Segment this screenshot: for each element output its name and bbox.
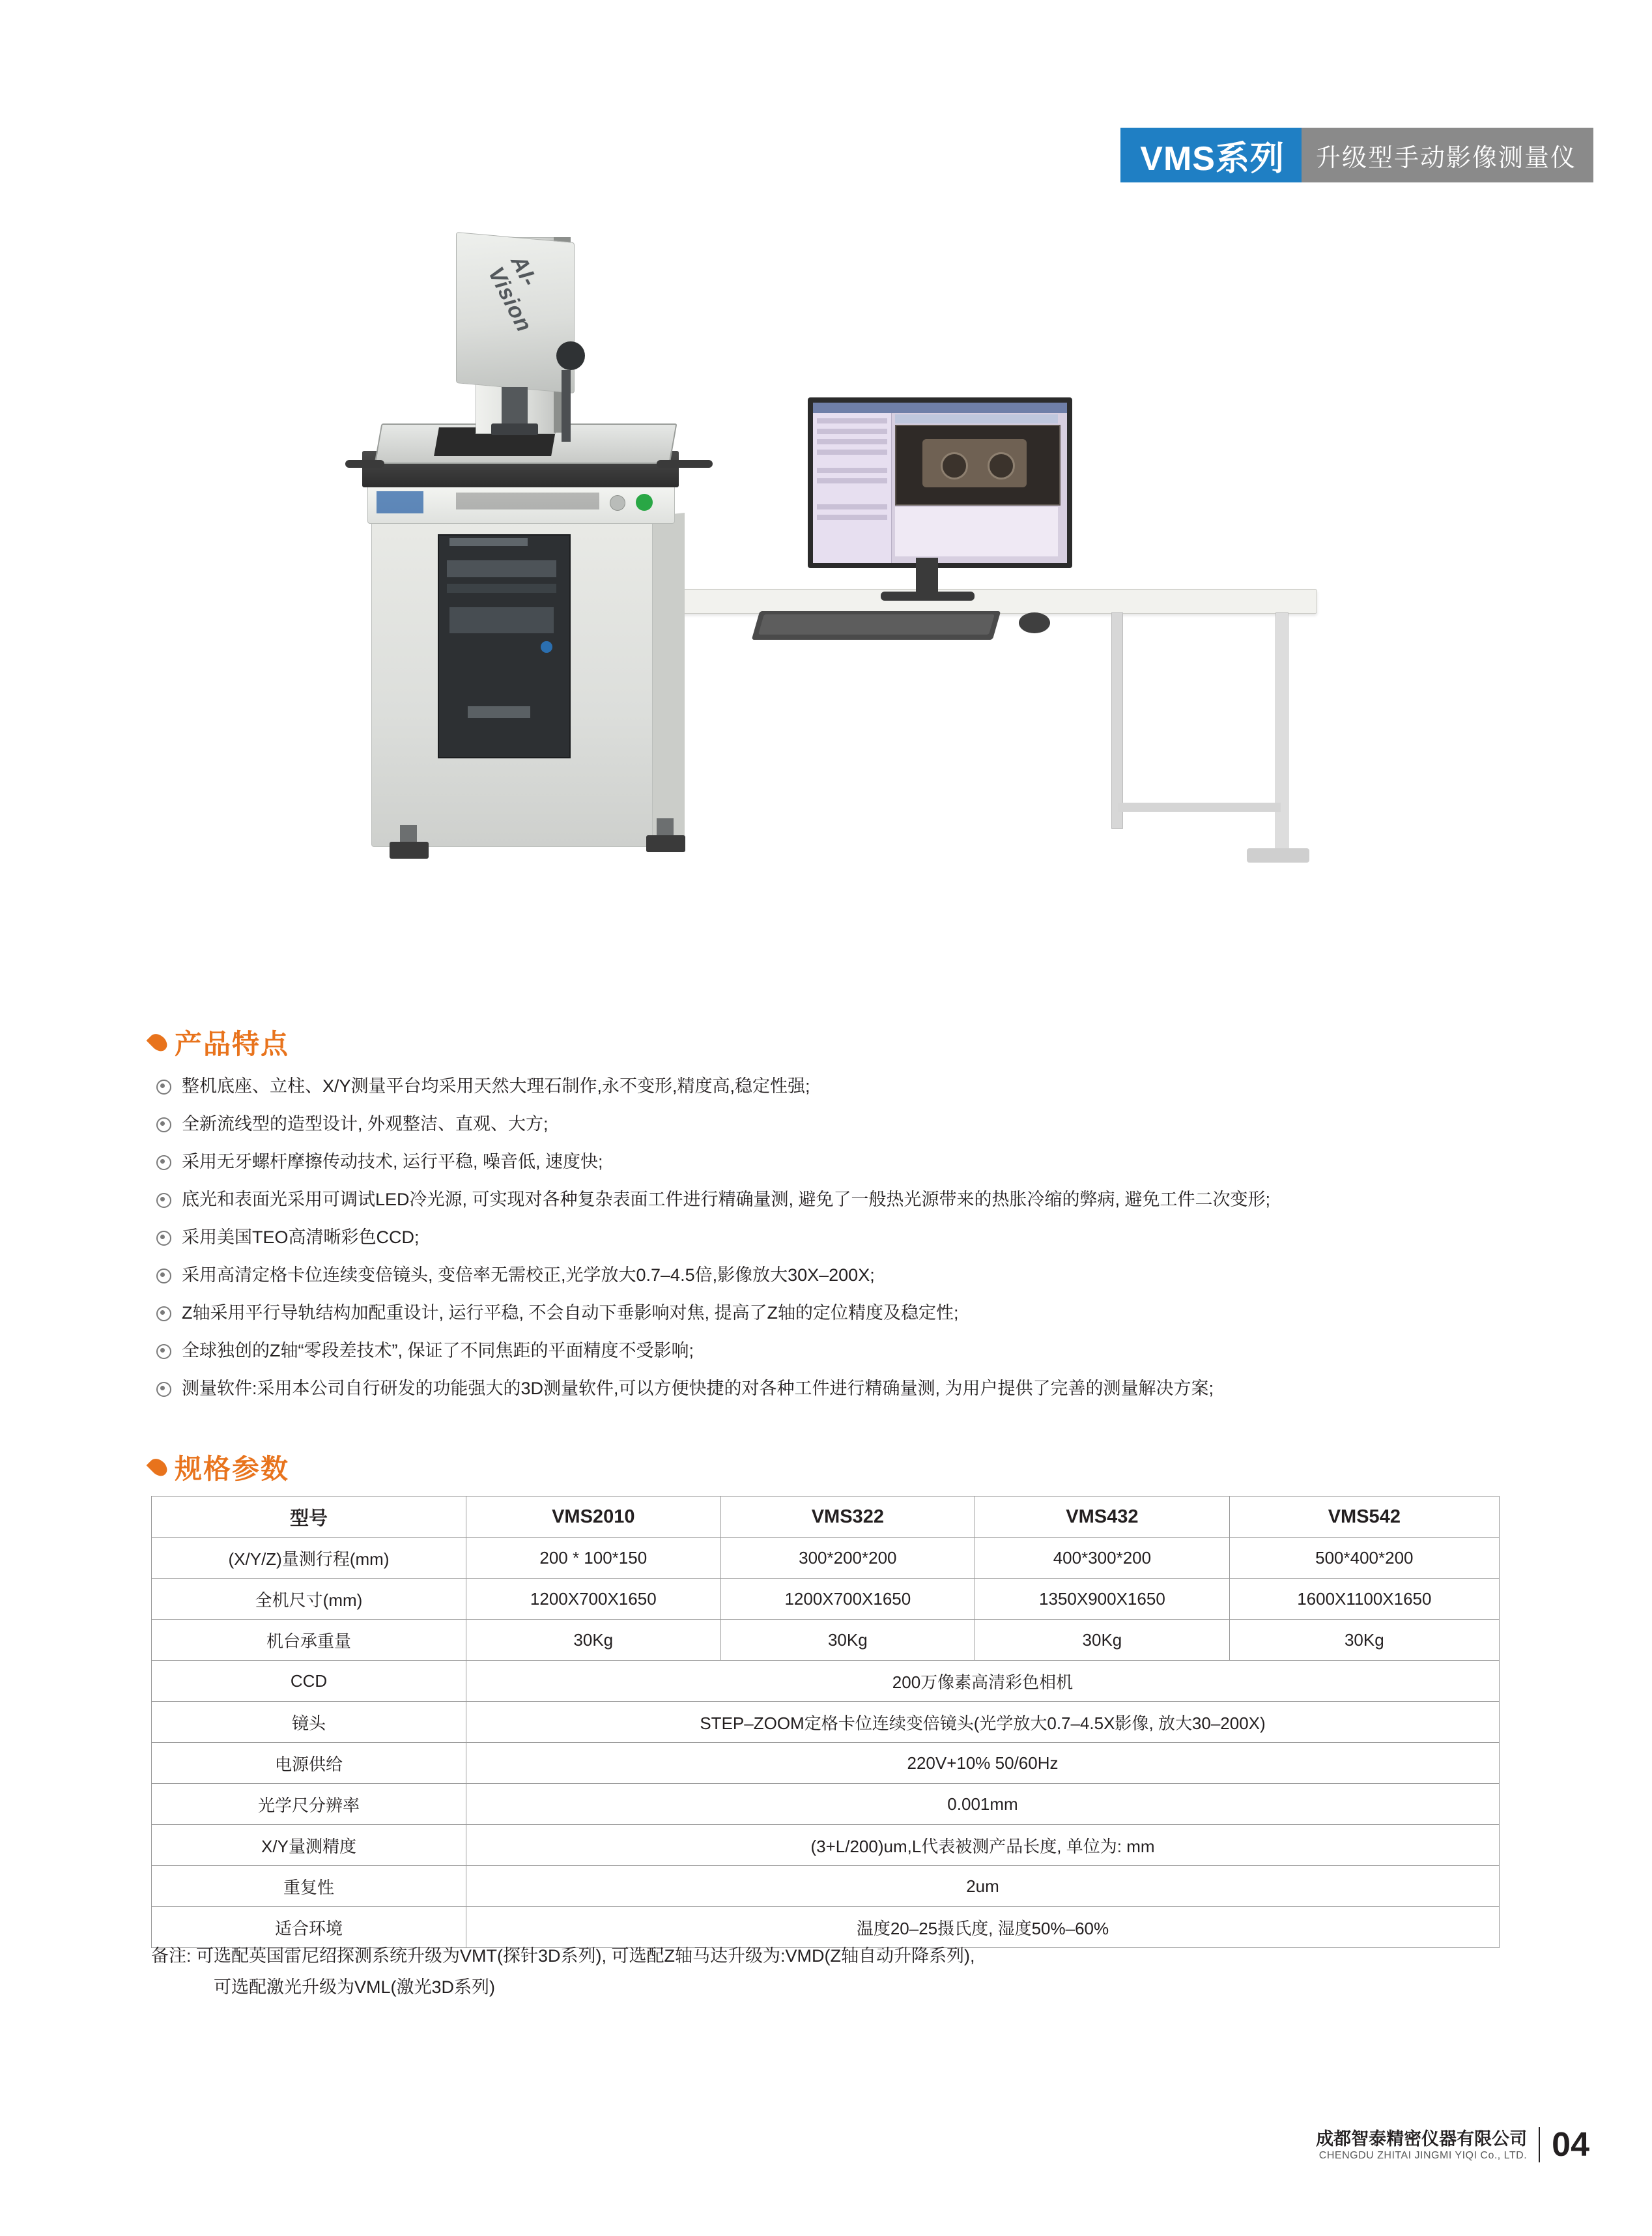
row-cell: 200 * 100*150 <box>466 1538 721 1579</box>
specs-title: 规格参数 <box>175 1454 290 1484</box>
list-item <box>156 1218 1537 1256</box>
list-item <box>156 1294 1537 1332</box>
table-row <box>152 1784 1500 1825</box>
desk-foot <box>1247 848 1309 863</box>
row-cell: 1200X700X1650 <box>466 1579 721 1620</box>
row-cell: 300*200*200 <box>720 1538 975 1579</box>
software-sidebar <box>813 413 892 563</box>
software-results-panel <box>895 507 1058 556</box>
machine-logo: AI-Vision <box>483 251 543 337</box>
list-item <box>156 1256 1537 1294</box>
column-header-model-label: 型号 <box>152 1497 466 1538</box>
specifications-table <box>151 1496 1500 1948</box>
list-item <box>156 1105 1537 1143</box>
sidebar-row <box>817 439 887 444</box>
keyboard-keys <box>758 614 995 635</box>
list-item <box>156 1332 1537 1369</box>
feature-text: 全新流线型的造型设计, 外观整洁、直观、大方; <box>182 1114 548 1134</box>
row-cell: 30Kg <box>1229 1620 1499 1661</box>
mouse[interactable] <box>1019 612 1050 633</box>
z-axis-rail <box>562 370 571 442</box>
sidebar-row <box>817 515 887 520</box>
sidebar-row <box>817 504 887 509</box>
company-name-cn: 成都智泰精密仪器有限公司 <box>1316 2129 1528 2149</box>
row-label: 镜头 <box>152 1702 466 1743</box>
droplet-icon <box>147 1031 171 1055</box>
sidebar-row <box>817 468 887 473</box>
row-cell: 1350X900X1650 <box>975 1579 1230 1620</box>
row-cell: (3+L/200)um,L代表被测产品长度, 单位为: mm <box>466 1825 1500 1866</box>
list-item <box>156 1369 1537 1407</box>
table-row <box>152 1702 1500 1743</box>
table-row <box>152 1620 1500 1661</box>
machine-foot-left <box>390 842 429 859</box>
droplet-icon <box>147 1455 171 1480</box>
brand-logo-plate <box>377 491 423 513</box>
desk-leg-outer <box>1275 612 1289 855</box>
feature-text: Z轴采用平行导轨结构加配重设计, 运行平稳, 不会自动下垂影响对焦, 提高了Z轴的定位精度及稳定性; <box>182 1303 959 1323</box>
column-header-vms432: VMS432 <box>975 1497 1230 1538</box>
tower-badge <box>449 538 528 546</box>
bullet-icon <box>156 1306 171 1321</box>
list-item <box>156 1067 1537 1105</box>
row-cell: 200万像素高清彩色相机 <box>466 1661 1500 1702</box>
row-cell: 30Kg <box>466 1620 721 1661</box>
desk-top <box>664 589 1317 614</box>
sidebar-row <box>817 429 887 434</box>
cabinet-side <box>648 513 685 842</box>
row-cell: 1200X700X1650 <box>720 1579 975 1620</box>
monitor <box>808 397 1072 568</box>
monitor-stand-neck <box>916 558 938 593</box>
row-label: 光学尺分辨率 <box>152 1784 466 1825</box>
row-cell: 500*400*200 <box>1229 1538 1499 1579</box>
part-hole-left <box>941 452 968 480</box>
ring-light <box>491 423 538 435</box>
list-item <box>156 1143 1537 1181</box>
row-cell: 2um <box>466 1866 1500 1907</box>
bullet-icon <box>156 1231 171 1246</box>
keyboard[interactable] <box>752 611 1001 640</box>
table-header-row <box>152 1497 1500 1538</box>
bullet-icon <box>156 1193 171 1208</box>
row-cell: 温度20–25摄氏度, 湿度50%–60% <box>466 1907 1500 1948</box>
bullet-icon <box>156 1268 171 1283</box>
table-row <box>152 1538 1500 1579</box>
product-photo <box>352 208 1316 951</box>
bullet-icon <box>156 1344 171 1359</box>
note-line-1: 备注: 可选配英国雷尼绍探测系统升级为VMT(探针3D系列), 可选配Z轴马达升级为:VMD(Z轴自动升降系列), <box>151 1946 975 1966</box>
feature-text: 底光和表面光采用可调试LED冷光源, 可实现对各种复杂表面工件进行精确量测, 避免了一般热光源带来的热胀冷缩的弊病, 避免工件二次变形; <box>182 1190 1271 1209</box>
bullet-icon <box>156 1117 171 1132</box>
control-panel-label <box>456 493 599 509</box>
row-label: 机台承重量 <box>152 1620 466 1661</box>
desk-crossbar <box>1118 803 1281 812</box>
stage-handle-left[interactable] <box>345 460 384 468</box>
feature-text: 全球独创的Z轴“零段差技术”, 保证了不同焦距的平面精度不受影响; <box>182 1341 694 1360</box>
note-line-2: 可选配激光升级为VML(激光3D系列) <box>214 1977 496 1997</box>
column-header-vms542: VMS542 <box>1229 1497 1499 1538</box>
row-label: 适合环境 <box>152 1907 466 1948</box>
z-axis-knob[interactable] <box>556 341 585 370</box>
series-title: VMS系列 <box>1120 128 1302 182</box>
tower-drive-bay-2 <box>447 584 556 593</box>
footer-divider <box>1539 2127 1540 2162</box>
sidebar-row <box>817 450 887 455</box>
sidebar-row <box>817 478 887 483</box>
table-row <box>152 1866 1500 1907</box>
table-row <box>152 1661 1500 1702</box>
row-cell: 1600X1100X1650 <box>1229 1579 1499 1620</box>
software-titlebar <box>813 403 1067 413</box>
row-cell: 30Kg <box>975 1620 1230 1661</box>
power-indicator <box>636 494 653 511</box>
machine-foot-right <box>646 835 685 852</box>
header-banner <box>1120 128 1593 182</box>
feature-text: 测量软件:采用本公司自行研发的功能强大的3D测量软件,可以方便快捷的对各种工件进行精确量测, 为用户提供了完善的测量解决方案; <box>182 1379 1214 1398</box>
row-label: X/Y量测精度 <box>152 1825 466 1866</box>
part-hole-right <box>988 452 1015 480</box>
row-cell: 400*300*200 <box>975 1538 1230 1579</box>
feature-text: 采用美国TEO高清晰彩色CCD; <box>182 1227 420 1247</box>
column-header-vms322: VMS322 <box>720 1497 975 1538</box>
monitor-screen <box>813 403 1067 563</box>
list-item <box>156 1181 1537 1218</box>
feature-text: 采用高清定格卡位连续变倍镜头, 变倍率无需校正,光学放大0.7–4.5倍,影像放大30X–200X; <box>182 1265 875 1285</box>
features-list <box>156 1067 1537 1407</box>
company-name-en: CHENGDU ZHITAI JINGMI YIQI Co., LTD. <box>1318 2150 1528 2161</box>
section-heading-features <box>151 1023 289 1062</box>
feature-text: 整机底座、立柱、X/Y测量平台均采用天然大理石制作,永不变形,精度高,稳定性强; <box>182 1076 810 1096</box>
table-row <box>152 1743 1500 1784</box>
table-note <box>151 1940 975 2003</box>
row-label: 电源供给 <box>152 1743 466 1784</box>
row-cell: 220V+10% 50/60Hz <box>466 1743 1500 1784</box>
section-heading-specs <box>151 1448 289 1487</box>
page-number: 04 <box>1552 2126 1589 2164</box>
row-label: 重复性 <box>152 1866 466 1907</box>
column-header-vms2010: VMS2010 <box>466 1497 721 1538</box>
footer <box>1316 2125 1589 2164</box>
row-cell: 0.001mm <box>466 1784 1500 1825</box>
series-subtitle: 升级型手动影像测量仪 <box>1302 128 1593 182</box>
control-knob[interactable] <box>610 495 625 511</box>
table-row <box>152 1579 1500 1620</box>
feature-text: 采用无牙螺杆摩擦传动技术, 运行平稳, 噪音低, 速度快; <box>182 1152 603 1171</box>
tower-power-button[interactable] <box>541 641 552 653</box>
monitor-stand-base <box>881 592 975 601</box>
table-row <box>152 1825 1500 1866</box>
sidebar-row <box>817 418 887 423</box>
bullet-icon <box>156 1080 171 1095</box>
desk-leg-inner <box>1111 612 1123 829</box>
features-title: 产品特点 <box>175 1029 290 1059</box>
row-label: CCD <box>152 1661 466 1702</box>
row-cell: STEP–ZOOM定格卡位连续变倍镜头(光学放大0.7–4.5X影像, 放大30–200X) <box>466 1702 1500 1743</box>
stage-handle-right[interactable] <box>657 460 713 468</box>
row-label: (X/Y/Z)量测行程(mm) <box>152 1538 466 1579</box>
row-cell: 30Kg <box>720 1620 975 1661</box>
tower-vent <box>449 607 554 633</box>
tower-drive-bay <box>447 560 556 577</box>
bullet-icon <box>156 1382 171 1397</box>
software-toolbar <box>895 414 1058 423</box>
tower-logo <box>468 706 530 718</box>
row-label: 全机尺寸(mm) <box>152 1579 466 1620</box>
bullet-icon <box>156 1155 171 1170</box>
footer-company <box>1316 2128 1527 2162</box>
